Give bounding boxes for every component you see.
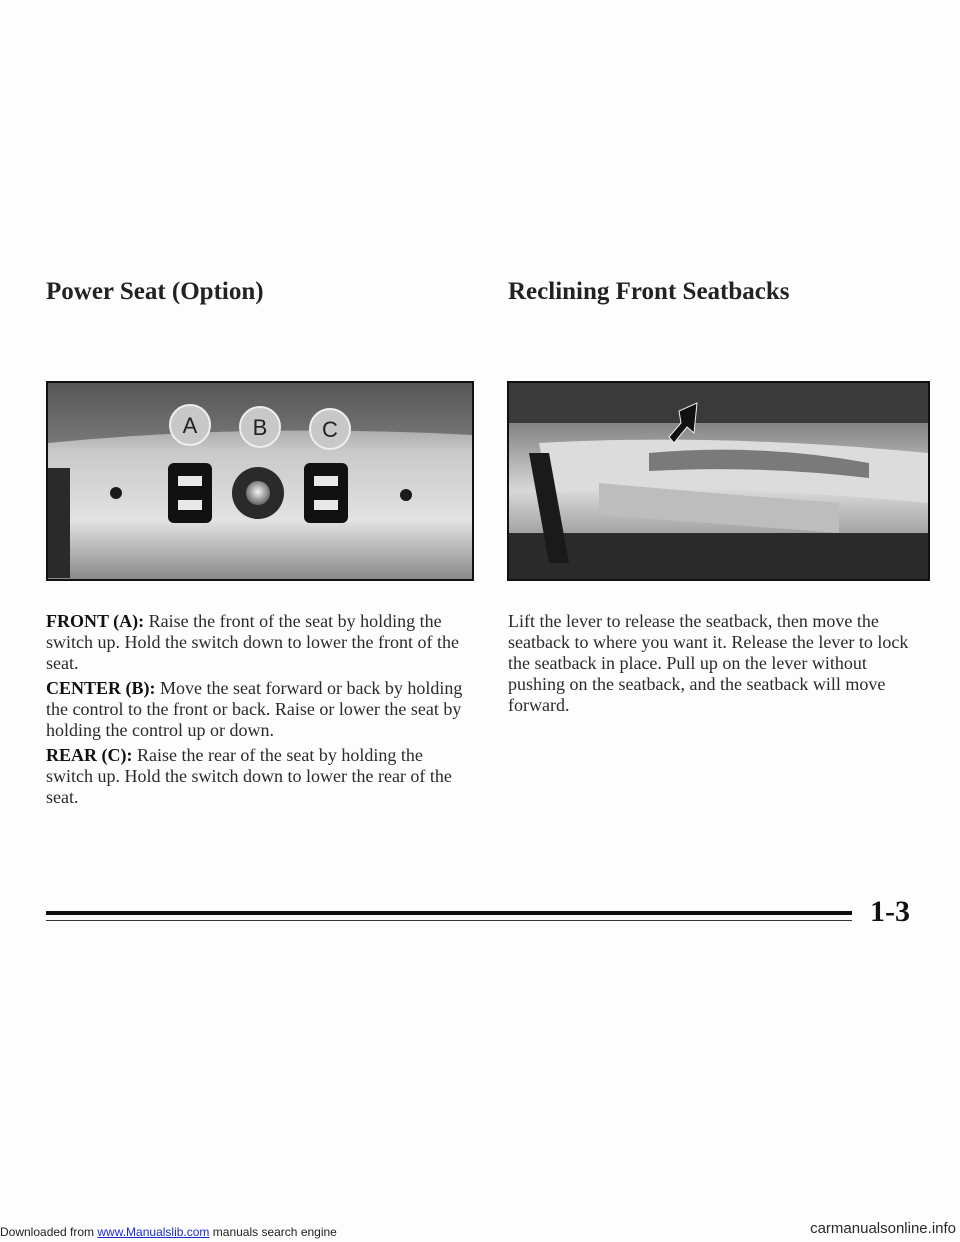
power-seat-controls-photo (46, 381, 474, 581)
text-front: Raise the front of the seat by holding the switch up. Hold the switch down to lower the front of the seat. (46, 611, 459, 673)
section-heading-reclining-seatbacks: Reclining Front Seatbacks (508, 278, 790, 305)
footer-suffix: manuals search engine (209, 1225, 337, 1239)
label-a: A (182, 413, 198, 438)
watermark-text: carmanualsonline.info (810, 1220, 956, 1237)
footer-prefix: Downloaded from (0, 1225, 98, 1239)
paragraph-rear (46, 745, 466, 808)
paragraph-front (46, 611, 466, 674)
label-a-callout (170, 405, 210, 445)
label-center: CENTER (B): (46, 678, 156, 698)
section-heading-power-seat: Power Seat (Option) (46, 278, 264, 305)
text-center: Move the seat forward or back by holding the control to the front or back. Raise or lower the seat by holding the control up or down. (46, 678, 463, 740)
label-b: B (252, 415, 268, 440)
page-number: 1-3 (870, 895, 910, 928)
label-c-callout (310, 409, 350, 449)
text-rear: Raise the rear of the seat by holding the switch up. Hold the switch down to lower the rear of the seat. (46, 745, 452, 807)
label-front: FRONT (A): (46, 611, 145, 631)
paragraph-recline: Lift the lever to release the seatback, then move the seatback to where you want it. Release the lever to lock the seatback in place. Pull up on the lever without pushing on the seatback, and the seatback will move forward. (508, 611, 909, 715)
recline-lever-photo (507, 381, 930, 581)
paragraph-center (46, 678, 466, 741)
footer-rule-thin (46, 920, 852, 921)
label-c: C (322, 417, 338, 442)
label-b-callout (240, 407, 280, 447)
footer-rule-thick (46, 911, 852, 915)
label-rear: REAR (C): (46, 745, 133, 765)
download-footer (0, 1225, 337, 1239)
manualslib-link[interactable]: www.Manualslib.com (97, 1225, 210, 1239)
